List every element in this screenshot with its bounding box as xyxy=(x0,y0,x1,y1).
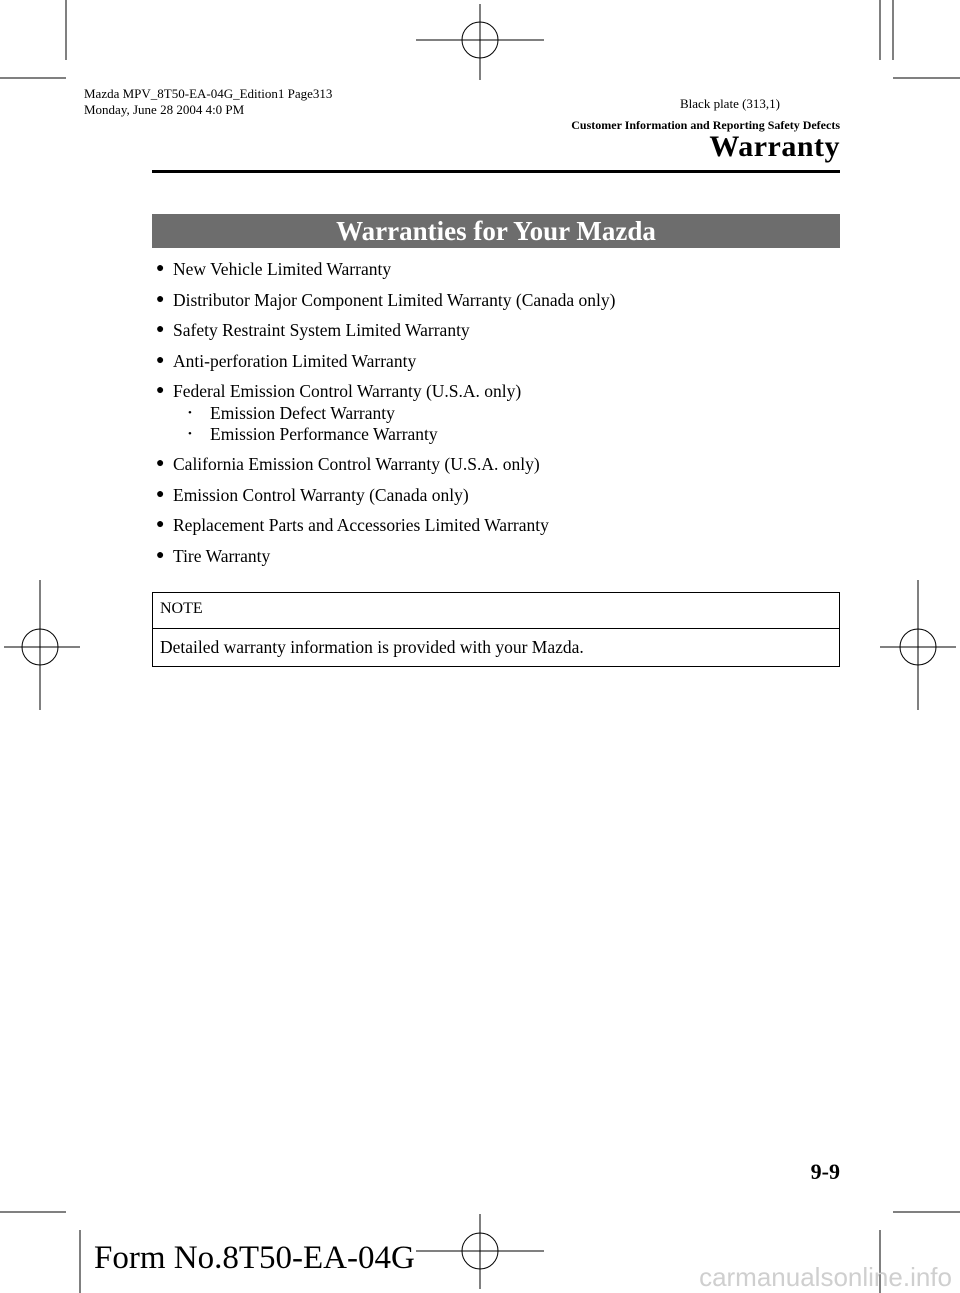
page-title: Warranty xyxy=(709,130,840,163)
list-item: ● Anti-perforation Limited Warranty xyxy=(156,348,836,379)
print-meta-line2: Monday, June 28 2004 4:0 PM xyxy=(84,102,245,117)
bullet-icon: ● xyxy=(156,291,165,307)
bullet-icon: ● xyxy=(156,352,165,368)
list-item: ● California Emission Control Warranty (U.S.A. only) xyxy=(156,451,836,482)
page-number: 9-9 xyxy=(810,1159,840,1184)
sub-bullet-icon: • xyxy=(188,407,192,419)
watermark: carmanualsonline.info xyxy=(699,1262,952,1292)
note-heading: NOTE xyxy=(153,593,839,629)
form-number: Form No.8T50-EA-04G xyxy=(94,1240,415,1276)
bullet-icon: ● xyxy=(156,486,165,502)
sub-bullet-icon: • xyxy=(188,428,192,440)
warranty-list xyxy=(156,256,836,573)
print-metadata xyxy=(84,86,332,118)
sub-list-item: • Emission Performance Warranty xyxy=(188,424,438,444)
list-item: ● Replacement Parts and Accessories Limited Warranty xyxy=(156,512,836,543)
list-item: ● Emission Control Warranty (Canada only) xyxy=(156,482,836,513)
sub-list xyxy=(173,403,836,445)
note-body: Detailed warranty information is provided with your Mazda. xyxy=(160,637,584,657)
sub-list-item: • Emission Defect Warranty xyxy=(188,403,395,423)
list-item: ● Tire Warranty xyxy=(156,543,836,574)
bullet-icon: ● xyxy=(156,383,165,398)
section-header: Customer Information and Reporting Safety Defects xyxy=(571,118,840,132)
list-item: ● New Vehicle Limited Warranty xyxy=(156,256,836,287)
list-item: ● Federal Emission Control Warranty (U.S.A. only) • Emission Defect Warranty • Emission Performance Warranty xyxy=(156,378,836,445)
section-banner: Warranties for Your Mazda xyxy=(152,214,840,248)
bullet-icon: ● xyxy=(156,547,165,563)
list-item: ● Safety Restraint System Limited Warranty xyxy=(156,317,836,348)
print-meta-line1: Mazda MPV_8T50-EA-04G_Edition1 Page313 xyxy=(84,86,333,101)
list-item: ● Distributor Major Component Limited Warranty (Canada only) xyxy=(156,287,836,318)
header-rule xyxy=(152,170,840,173)
bullet-icon: ● xyxy=(156,517,165,532)
bullet-icon: ● xyxy=(156,322,165,337)
note-box xyxy=(152,592,840,667)
plate-label: Black plate (313,1) xyxy=(680,96,780,111)
bullet-icon: ● xyxy=(156,456,165,471)
bullet-icon: ● xyxy=(156,261,165,276)
